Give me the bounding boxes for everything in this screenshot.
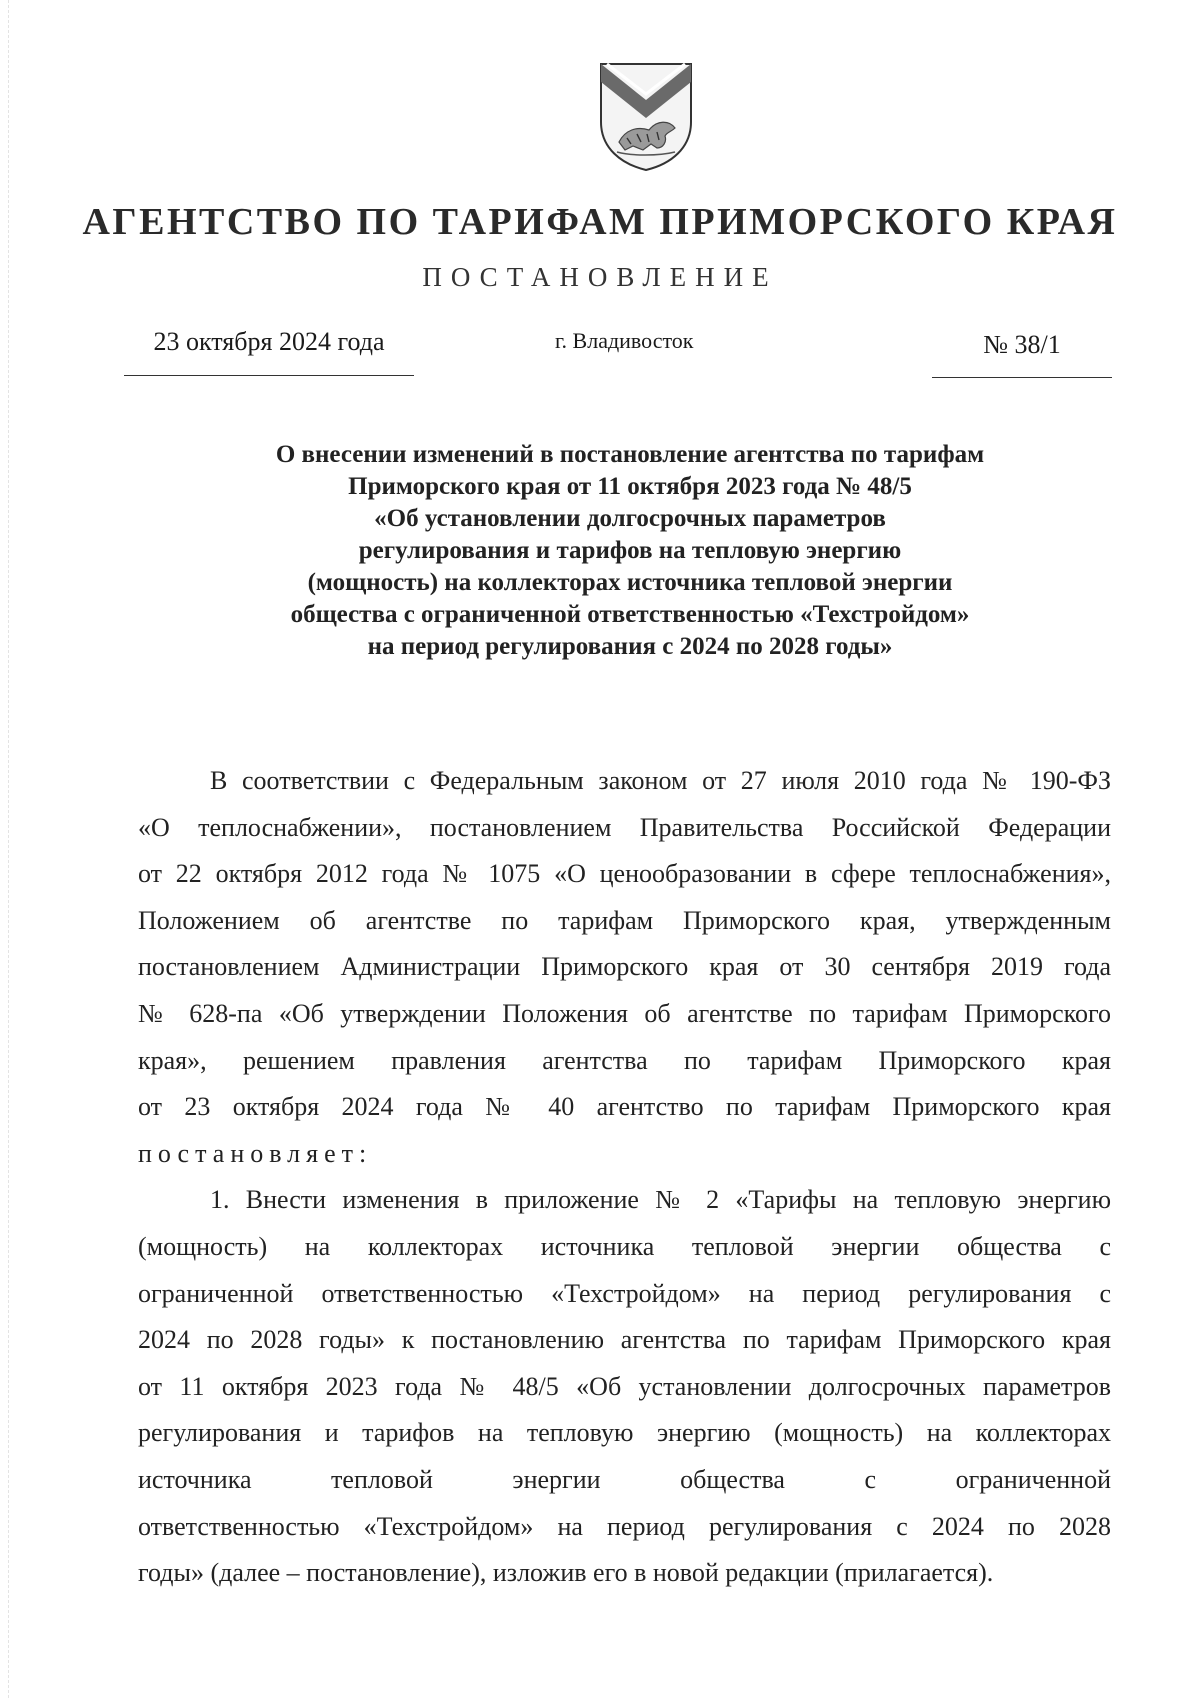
coat-of-arms-emblem: [597, 60, 695, 172]
body-line: от 23 октября 2024 года № 40 агентство по тарифам Приморского края: [138, 1092, 1111, 1122]
resolves-word: постановляет:: [138, 1138, 373, 1168]
document-date: 23 октября 2024 года: [124, 327, 414, 376]
title-line: на период регулирования с 2024 по 2028 годы»: [367, 633, 893, 660]
body-line: регулирования и тарифов на тепловую энергию (мощность) на коллекторах: [138, 1418, 1111, 1448]
body-line: Положением об агентстве по тарифам Приморского края, утвержденным: [138, 905, 1111, 935]
body-line: от 22 октября 2012 года № 1075 «О ценообразовании в сфере теплоснабжения»,: [138, 859, 1111, 889]
title-line: О внесении изменений в постановление агентства по тарифам: [275, 441, 985, 468]
title-line: общества с ограниченной ответственностью «Техстройдом»: [290, 601, 970, 628]
body-line: (мощность) на коллекторах источника тепловой энергии общества с: [138, 1231, 1111, 1261]
document-city: г. Владивосток: [555, 328, 694, 353]
body-line: источника тепловой энергии общества с ограниченной: [138, 1464, 1111, 1494]
title-line: «Об установлении долгосрочных параметров: [374, 505, 886, 532]
title-line: (мощность) на коллекторах источника тепловой энергии: [307, 569, 953, 596]
document-title: [150, 439, 1110, 663]
body-line: 2024 по 2028 годы» к постановлению агентства по тарифам Приморского края: [138, 1325, 1111, 1355]
body-line: ответственностью «Техстройдом» на период регулирования с 2024 по 2028: [138, 1511, 1111, 1541]
body-line: годы» (далее – постановление), изложив его в новой редакции (прилагается).: [138, 1558, 994, 1588]
document-type: ПОСТАНОВЛЕНИЕ: [422, 262, 778, 292]
body-line: от 11 октября 2023 года № 48/5 «Об установлении долгосрочных параметров: [138, 1371, 1111, 1401]
document-body: [138, 758, 1111, 1597]
body-line: 1. Внести изменения в приложение № 2 «Тарифы на тепловую энергию: [210, 1185, 1111, 1215]
body-line: «О теплоснабжении», постановлением Правительства Российской Федерации: [138, 812, 1111, 842]
body-line: ограниченной ответственностью «Техстройдом» на период регулирования с: [138, 1278, 1111, 1308]
body-line: № 628-па «Об утверждении Положения об агентстве по тарифам Приморского: [138, 998, 1111, 1028]
body-line: постановлением Администрации Приморского края от 30 сентября 2019 года: [138, 952, 1111, 982]
body-line: края», решением правления агентства по тарифам Приморского края: [138, 1045, 1111, 1075]
document-number: № 38/1: [932, 330, 1112, 378]
agency-name: АГЕНТСТВО ПО ТАРИФАМ ПРИМОРСКОГО КРАЯ: [82, 201, 1118, 243]
title-line: регулирования и тарифов на тепловую энергию: [358, 537, 902, 564]
title-line: Приморского края от 11 октября 2023 года № 48/5: [348, 473, 912, 500]
scan-edge: [8, 0, 10, 1698]
body-line: В соответствии с Федеральным законом от 27 июля 2010 года № 190-ФЗ: [210, 766, 1111, 795]
